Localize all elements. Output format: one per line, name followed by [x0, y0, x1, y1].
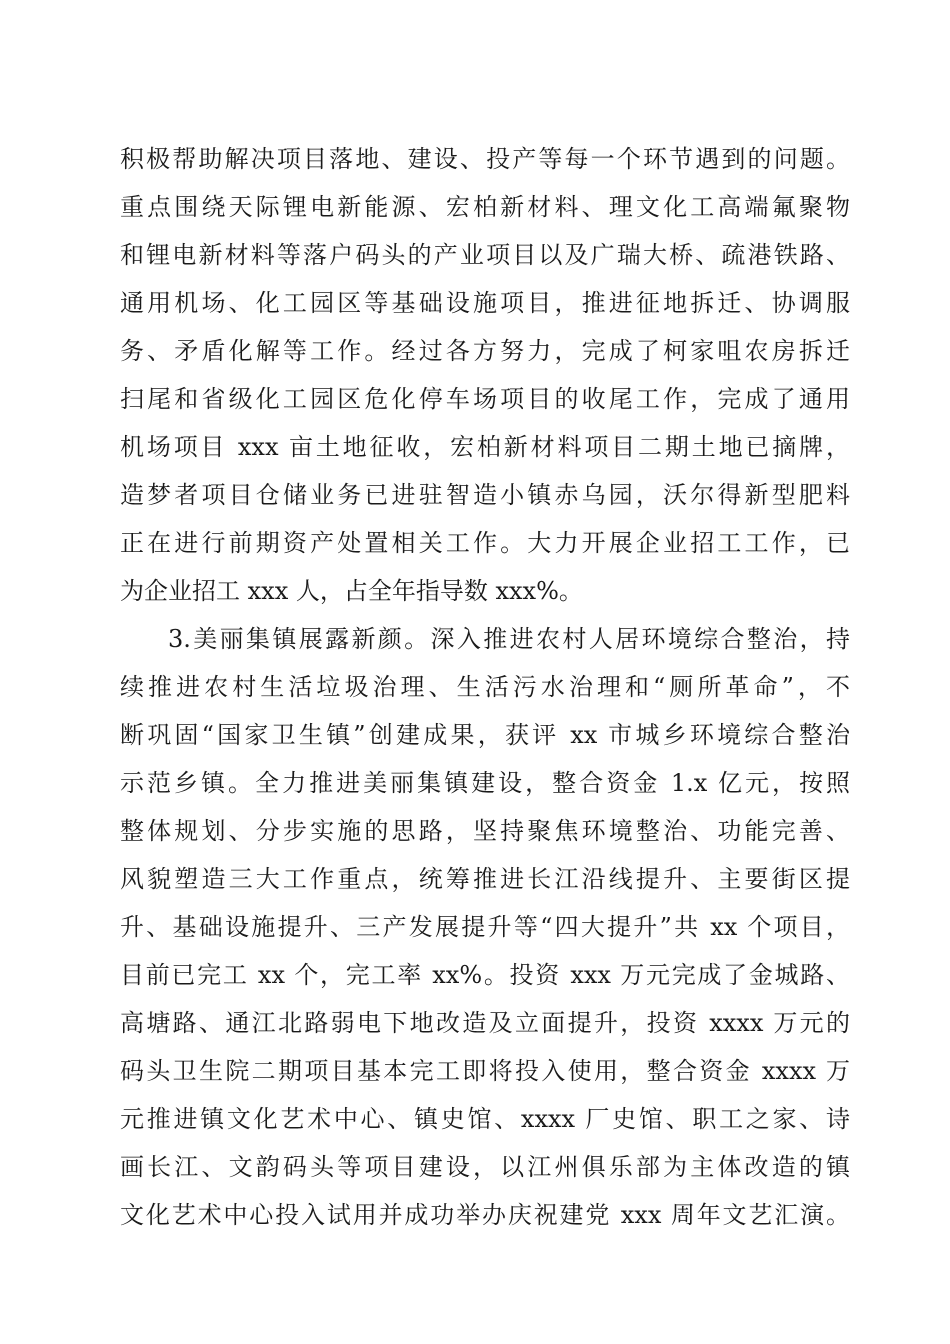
paragraph-line: 机场项目 xxx 亩土地征收，宏柏新材料项目二期土地已摘牌，	[120, 433, 850, 461]
paragraph-line: 续推进农村生活垃圾治理、生活污水治理和“厕所革命”，不	[120, 673, 850, 701]
paragraph-line: 重点围绕天际锂电新能源、宏柏新材料、理文化工高端氟聚物	[120, 193, 850, 221]
paragraph-line: 扫尾和省级化工园区危化停车场项目的收尾工作，完成了通用	[120, 385, 850, 413]
paragraph-line: 通用机场、化工园区等基础设施项目，推进征地拆迁、协调服	[120, 289, 850, 317]
paragraph-line: 目前已完工 xx 个，完工率 xx%。投资 xxx 万元完成了金城路、	[120, 961, 850, 989]
paragraph-line: 造梦者项目仓储业务已进驻智造小镇赤乌园，沃尔得新型肥料	[120, 481, 850, 509]
paragraph-line: 元推进镇文化艺术中心、镇史馆、xxxx 厂史馆、职工之家、诗	[120, 1105, 850, 1133]
paragraph-line: 和锂电新材料等落户码头的产业项目以及广瑞大桥、疏港铁路、	[120, 241, 850, 269]
paragraph-line: 务、矛盾化解等工作。经过各方努力，完成了柯家咀农房拆迁	[120, 337, 850, 365]
paragraph-line: 文化艺术中心投入试用并成功举办庆祝建党 xxx 周年文艺汇演。	[120, 1201, 850, 1229]
paragraph-line: 风貌塑造三大工作重点，统筹推进长江沿线提升、主要街区提	[120, 865, 850, 893]
paragraph-line: 整体规划、分步实施的思路，坚持聚焦环境整治、功能完善、	[120, 817, 850, 845]
paragraph-line: 为企业招工 xxx 人，占全年指导数 xxx%。	[120, 577, 583, 605]
paragraph-line: 断巩固“国家卫生镇”创建成果，获评 xx 市城乡环境综合整治	[120, 721, 850, 749]
section-heading-line: 3.美丽集镇展露新颜。深入推进农村人居环境综合整治，持	[168, 625, 850, 653]
paragraph-line: 示范乡镇。全力推进美丽集镇建设，整合资金 1.x 亿元，按照	[120, 769, 850, 797]
paragraph-line: 画长江、文韵码头等项目建设，以江州俱乐部为主体改造的镇	[120, 1153, 850, 1181]
paragraph-line: 高塘路、通江北路弱电下地改造及立面提升，投资 xxxx 万元的	[120, 1009, 850, 1037]
paragraph-line: 升、基础设施提升、三产发展提升等“四大提升”共 xx 个项目，	[120, 913, 850, 941]
paragraph-line: 积极帮助解决项目落地、建设、投产等每一个环节遇到的问题。	[120, 145, 850, 173]
paragraph-line: 正在进行前期资产处置相关工作。大力开展企业招工工作，已	[120, 529, 850, 557]
paragraph-line: 码头卫生院二期项目基本完工即将投入使用，整合资金 xxxx 万	[120, 1057, 850, 1085]
